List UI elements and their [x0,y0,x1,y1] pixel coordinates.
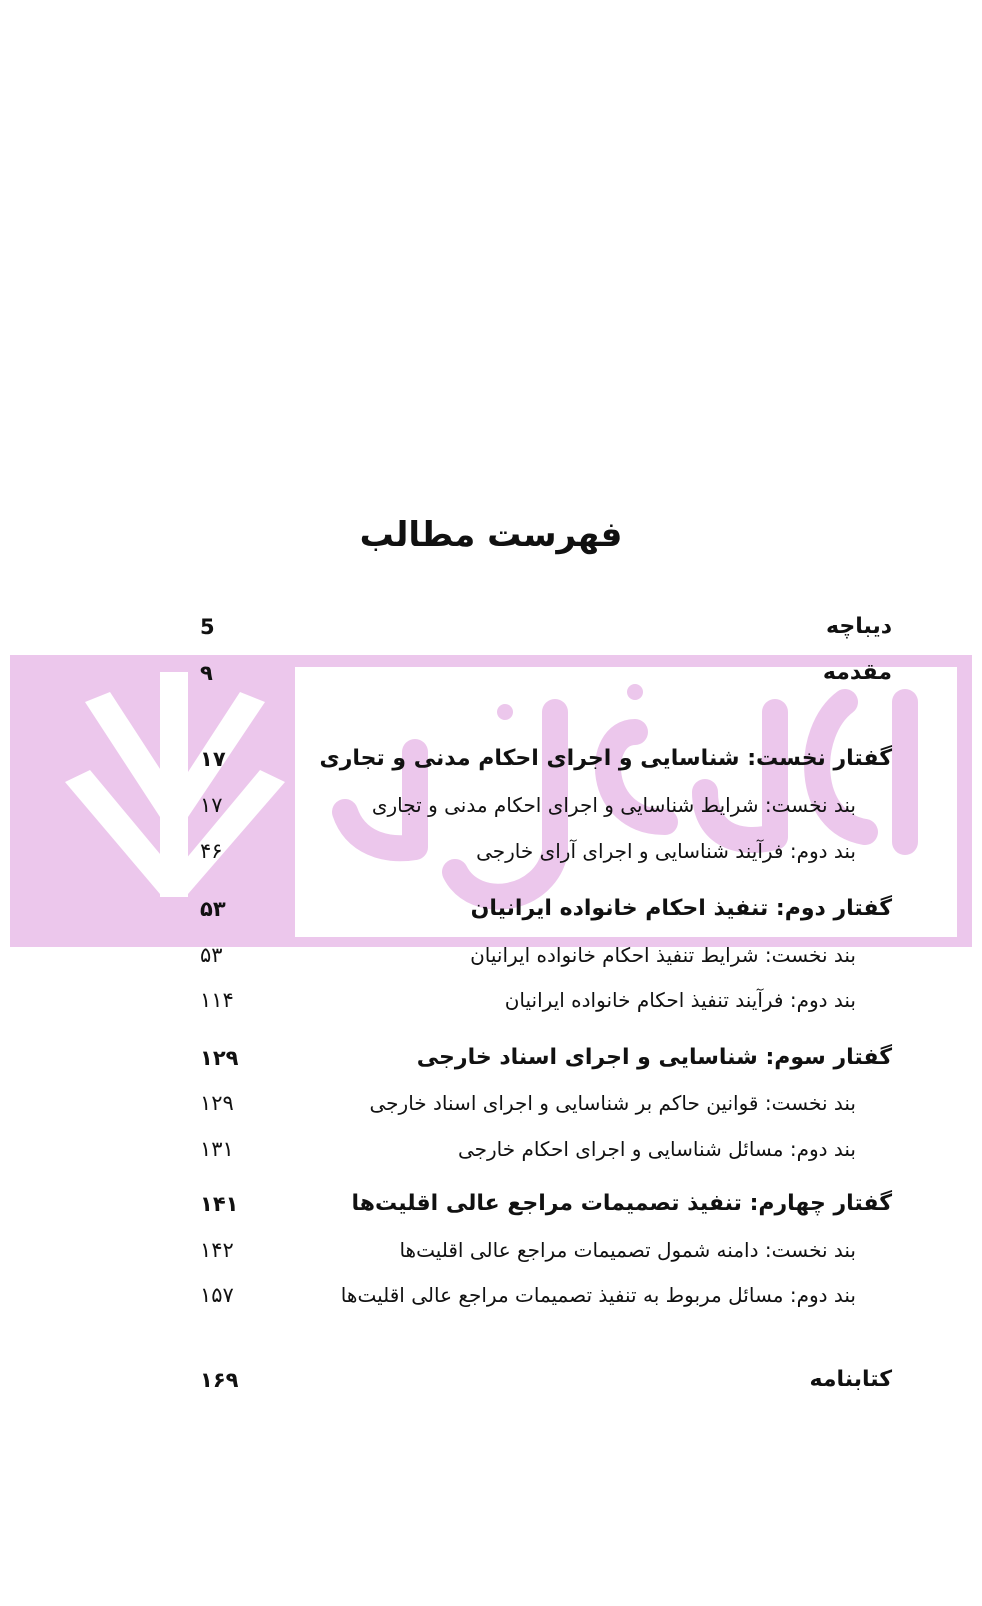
toc-entry [200,742,892,776]
toc-entry-page-number: ۱۷ [200,793,223,817]
toc-entry-page-number: ۱۲۹ [200,1091,234,1115]
toc-entry [200,834,892,868]
toc-entry-title: دیباچه [826,614,892,639]
toc-entry [200,610,892,644]
toc-entry [200,1233,892,1267]
page-title: فهرست مطالب [359,515,623,555]
toc-entry [200,1086,892,1120]
toc-entry-page-number: ۱۲۹ [200,1046,239,1070]
toc-entry [200,1132,892,1166]
toc-entry-page-number: ۱۴۲ [200,1238,234,1262]
toc-entry-page-number: ۱۴۱ [200,1192,239,1216]
toc-entry [200,892,892,926]
toc-entry-page-number: ۱۷ [200,747,226,771]
toc-entry-title: گفتار نخست: شناسایی و اجرای احکام مدنی و تجاری [319,746,892,771]
toc-entry-title: بند دوم: فرآیند تنفیذ احکام خانواده ایرانیان [504,988,856,1012]
toc-entry-title: گفتار سوم: شناسایی و اجرای اسناد خارجی [416,1045,892,1070]
toc-entry-title: بند نخست: شرایط تنفیذ احکام خانواده ایرانیان [470,943,856,967]
toc-entry-title: بند دوم: مسائل مربوط به تنفیذ تصمیمات مراجع عالی اقلیت‌ها [340,1283,856,1307]
toc-entry-page-number: ۵۳ [200,943,223,967]
toc-entry-page-number: ۴۶ [200,839,223,863]
toc-entry [200,1278,892,1312]
toc-entry-page-number: ۱۱۴ [200,988,234,1012]
toc-entry [200,788,892,822]
toc-entry-title: کتابنامه [809,1367,892,1392]
toc-entry [200,1363,892,1397]
toc-entry-title: مقدمه [822,660,892,685]
toc-entry [200,1187,892,1221]
toc-entry [200,938,892,972]
toc-entry [200,1041,892,1075]
toc-entry-page-number: ۱۵۷ [200,1283,234,1307]
toc-entry-title: بند دوم: مسائل شناسایی و اجرای احکام خارجی [457,1137,856,1161]
toc-entry-title: بند نخست: قوانین حاکم بر شناسایی و اجرای اسناد خارجی [369,1091,856,1115]
toc-entry [200,656,892,690]
toc-entry-page-number: ۹ [200,661,213,685]
toc-entry-title: بند نخست: دامنه شمول تصمیمات مراجع عالی اقلیت‌ها [399,1238,856,1262]
toc-entry [200,983,892,1017]
toc-entry-page-number: ۱۶۹ [200,1368,239,1392]
toc-entry-page-number: 5 [200,615,215,639]
toc-entry-title: بند دوم: فرآیند شناسایی و اجرای آرای خارجی [476,839,856,863]
toc-entry-page-number: ۵۳ [200,897,226,921]
toc-entry-title: گفتار دوم: تنفیذ احکام خانواده ایرانیان [470,896,892,921]
toc-entry-page-number: ۱۳۱ [200,1137,234,1161]
toc-entry-title: گفتار چهارم: تنفیذ تصمیمات مراجع عالی اقلیت‌ها [351,1191,892,1216]
toc-entry-title: بند نخست: شرایط شناسایی و اجرای احکام مدنی و تجاری [371,793,856,817]
